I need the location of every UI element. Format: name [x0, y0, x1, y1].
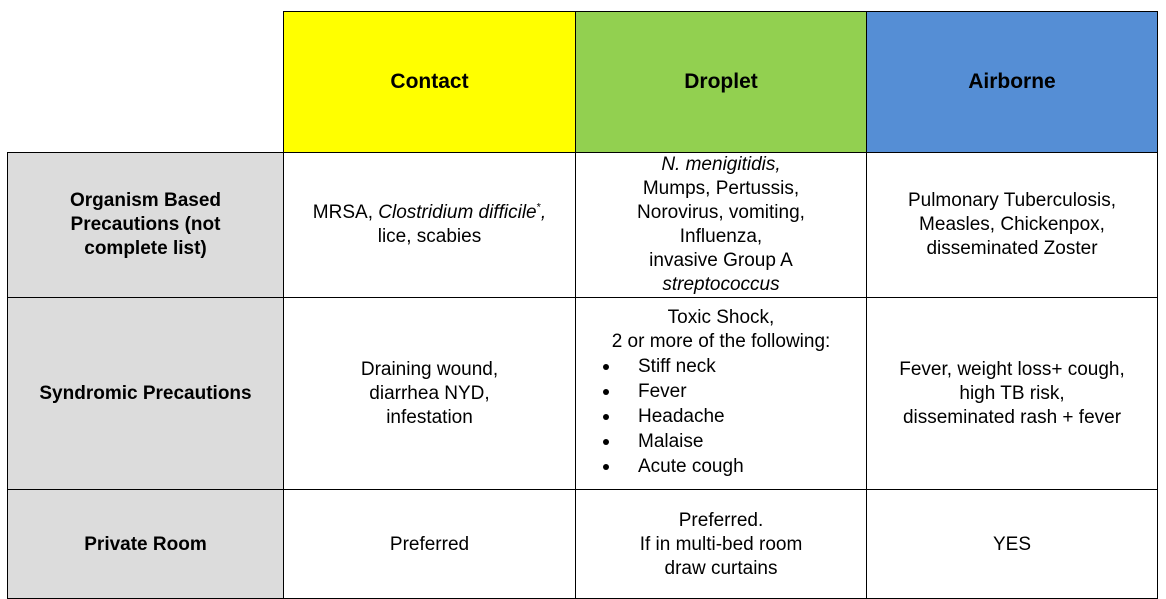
organism-droplet-line4: Influenza, — [679, 226, 763, 247]
private-room-droplet-line1: Preferred. — [678, 510, 764, 531]
private-room-airborne-text: YES — [992, 534, 1032, 555]
organism-droplet-nmen: N. menigitidis, — [661, 154, 781, 175]
syndromic-airborne-line2: high TB risk, — [959, 382, 1065, 404]
organism-airborne-line1: Pulmonary Tuberculosis, — [907, 190, 1117, 211]
organism-droplet-line3: Norovirus, vomiting, — [637, 202, 805, 223]
header-contact-label: Contact — [390, 70, 469, 93]
row-label-private-room — [7, 489, 284, 599]
syndromic-airborne-line1: Fever, weight loss+ cough, — [899, 358, 1125, 380]
header-airborne-label: Airborne — [968, 70, 1056, 93]
organism-contact-cdiff: Clostridium difficile — [378, 202, 537, 223]
header-droplet — [575, 11, 867, 153]
syndromic-droplet-bullets — [576, 354, 866, 479]
cell-syndromic-contact — [283, 297, 576, 490]
cell-organism-droplet — [575, 152, 867, 298]
private-room-contact-text: Preferred — [389, 534, 470, 555]
syndromic-droplet-line1: Toxic Shock, — [667, 307, 775, 328]
cell-private-room-contact — [283, 489, 576, 599]
organism-droplet-strep: streptococcus — [662, 274, 780, 295]
header-airborne — [866, 11, 1158, 153]
row-label-private-room-text: Private Room — [84, 534, 207, 555]
organism-contact-mrsa: MRSA, — [312, 202, 379, 223]
organism-contact-line1 — [313, 201, 546, 225]
syndromic-droplet-line2: 2 or more of the following: — [611, 331, 831, 352]
header-contact — [283, 11, 576, 153]
syndromic-contact-line2: diarrhea NYD, — [369, 382, 490, 404]
list-item: Headache — [576, 404, 866, 429]
organism-droplet-line1 — [637, 153, 805, 177]
organism-droplet-line2: Mumps, Pertussis, — [642, 178, 800, 199]
organism-contact-line2: lice, scabies — [377, 226, 482, 247]
syndromic-airborne-line3: disseminated rash + fever — [902, 406, 1122, 428]
organism-droplet-line5: invasive Group A — [649, 250, 793, 271]
cell-private-room-droplet — [575, 489, 867, 599]
cell-organism-contact — [283, 152, 576, 298]
private-room-droplet-line3: draw curtains — [664, 558, 778, 579]
list-item: Malaise — [576, 429, 866, 454]
organism-contact-comma: , — [540, 202, 547, 223]
cell-private-room-airborne — [866, 489, 1158, 599]
list-item: Fever — [576, 379, 866, 404]
row-label-syndromic-text: Syndromic Precautions — [39, 382, 252, 404]
private-room-droplet-line2: If in multi-bed room — [639, 534, 803, 555]
row-label-syndromic — [7, 297, 284, 490]
syndromic-contact-line3: infestation — [386, 406, 473, 428]
organism-contact-footnote-mark: * — [536, 201, 541, 214]
cell-organism-airborne — [866, 152, 1158, 298]
row-label-organism-text: Organism Based Precautions (not complete list) — [70, 190, 221, 259]
list-item: Acute cough — [576, 454, 866, 479]
syndromic-contact-line1: Draining wound, — [360, 358, 499, 380]
header-droplet-label: Droplet — [684, 70, 758, 93]
cell-syndromic-droplet — [575, 297, 867, 490]
organism-airborne-line2: Measles, Chickenpox, — [919, 214, 1105, 235]
list-item: Stiff neck — [576, 354, 866, 379]
organism-droplet-line6 — [637, 273, 805, 297]
row-label-organism — [7, 152, 284, 298]
organism-airborne-line3: disseminated Zoster — [926, 238, 1098, 259]
cell-syndromic-airborne — [866, 297, 1158, 490]
